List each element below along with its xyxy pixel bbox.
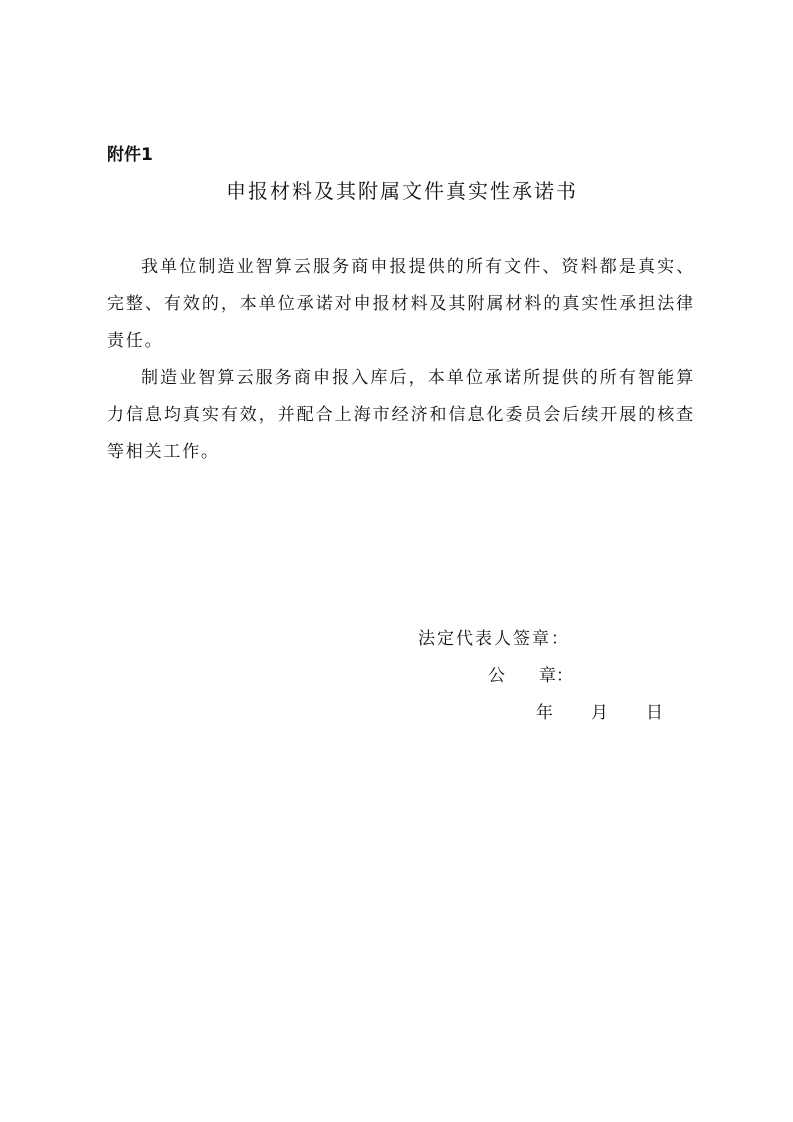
paragraph-commitment-authenticity: 我单位制造业智算云服务商申报提供的所有文件、资料都是真实、完整、有效的，本单位承诺对申报材料及其附属材料的真实性承担法律责任。 [107,257,695,351]
document-body [107,249,695,471]
seal-label-char1: 公 [488,666,505,686]
legal-representative-signature-label: 法定代表人签章： [418,629,570,649]
date-line [536,701,663,725]
date-year-label: 年 [536,703,553,723]
paragraph-commitment-verification: 制造业智算云服务商申报入库后，本单位承诺所提供的所有智能算力信息均真实有效，并配合上海市经济和信息化委员会后续开展的核查等相关工作。 [107,368,695,462]
seal-label-char2: 章： [539,666,573,686]
date-day-label: 日 [646,703,663,723]
official-seal-label [488,664,573,688]
date-month-label: 月 [591,703,608,723]
attachment-label: 附件1 [107,145,153,165]
document-title: 申报材料及其附属文件真实性承诺书 [226,179,578,203]
